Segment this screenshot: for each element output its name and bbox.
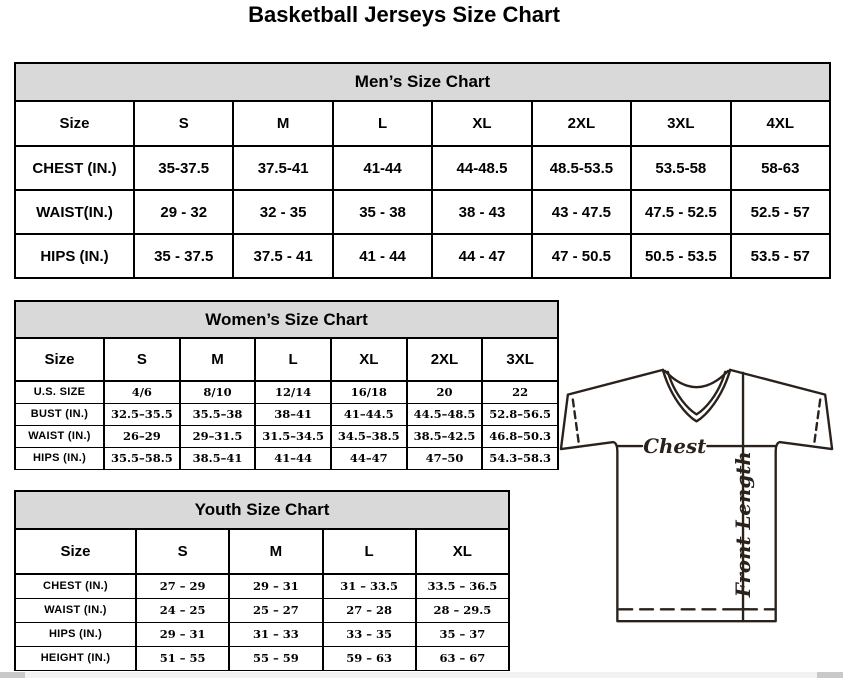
left-cuff-dashes (573, 400, 579, 444)
men-table-row (15, 190, 830, 234)
youth-chart-header: Youth Size Chart (15, 491, 509, 529)
women-value-cell: 44–47 (331, 447, 407, 469)
youth-value-cell: 27 – 29 (136, 574, 229, 598)
youth-column-header: L (323, 529, 416, 574)
youth-value-cell: 31 – 33 (229, 622, 322, 646)
women-column-header: M (180, 338, 256, 381)
youth-value-cell: 63 – 67 (416, 646, 509, 670)
men-value-cell: 43 - 47.5 (532, 190, 631, 234)
men-size-chart (14, 62, 831, 279)
chest-label: Chest (643, 433, 707, 458)
men-value-cell: 32 - 35 (233, 190, 332, 234)
men-value-cell: 53.5 - 57 (731, 234, 830, 278)
men-column-header: S (134, 101, 233, 146)
jersey-collar-band (665, 371, 728, 387)
women-chart-header: Women’s Size Chart (15, 301, 558, 338)
women-value-cell: 4/6 (104, 381, 180, 403)
men-value-cell: 44 - 47 (432, 234, 531, 278)
women-table-row (15, 447, 558, 469)
youth-column-header: M (229, 529, 322, 574)
page-title: Basketball Jerseys Size Chart (248, 2, 560, 27)
women-value-cell: 54.3–58.3 (482, 447, 558, 469)
youth-value-cell: 33 – 35 (323, 622, 416, 646)
men-column-header: 3XL (631, 101, 730, 146)
youth-table-row (15, 622, 509, 646)
youth-value-cell: 24 – 25 (136, 598, 229, 622)
right-cuff-dashes (814, 400, 820, 444)
youth-size-chart (14, 490, 510, 671)
youth-value-cell: 29 – 31 (136, 622, 229, 646)
men-row-label: HIPS (IN.) (15, 234, 134, 278)
youth-value-cell: 27 – 28 (323, 598, 416, 622)
women-column-header: 2XL (407, 338, 483, 381)
women-value-cell: 12/14 (255, 381, 331, 403)
men-value-cell: 47.5 - 52.5 (631, 190, 730, 234)
men-chart-header: Men’s Size Chart (15, 63, 830, 101)
scrollbar-right-thumb[interactable] (817, 672, 843, 678)
scrollbar-left-thumb[interactable] (0, 672, 25, 678)
men-value-cell: 35-37.5 (134, 146, 233, 190)
women-value-cell: 32.5–35.5 (104, 403, 180, 425)
women-value-cell: 35.5–38 (180, 403, 256, 425)
youth-value-cell: 35 – 37 (416, 622, 509, 646)
women-value-cell: 34.5–38.5 (331, 425, 407, 447)
women-value-cell: 20 (407, 381, 483, 403)
men-value-cell: 37.5-41 (233, 146, 332, 190)
women-column-header: XL (331, 338, 407, 381)
women-value-cell: 52.8–56.5 (482, 403, 558, 425)
men-value-cell: 53.5-58 (631, 146, 730, 190)
women-size-label: Size (15, 338, 104, 381)
men-column-header: L (333, 101, 432, 146)
men-column-header: 2XL (532, 101, 631, 146)
men-value-cell: 58-63 (731, 146, 830, 190)
women-value-cell: 35.5–58.5 (104, 447, 180, 469)
women-row-label: BUST (IN.) (15, 403, 104, 425)
women-value-cell: 31.5–34.5 (255, 425, 331, 447)
youth-value-cell: 55 – 59 (229, 646, 322, 670)
men-table-row (15, 234, 830, 278)
women-value-cell: 47–50 (407, 447, 483, 469)
jersey-collar-inner (668, 372, 725, 415)
women-value-cell: 38.5–41 (180, 447, 256, 469)
women-row-label: WAIST (IN.) (15, 425, 104, 447)
men-column-header: 4XL (731, 101, 830, 146)
men-value-cell: 35 - 38 (333, 190, 432, 234)
women-column-header: 3XL (482, 338, 558, 381)
front-length-label: Front Length (730, 451, 755, 598)
youth-value-cell: 29 – 31 (229, 574, 322, 598)
horizontal-scrollbar[interactable] (0, 672, 843, 678)
women-row-label: HIPS (IN.) (15, 447, 104, 469)
youth-value-cell: 28 – 29.5 (416, 598, 509, 622)
women-row-label: U.S. SIZE (15, 381, 104, 403)
youth-table-row (15, 598, 509, 622)
men-value-cell: 29 - 32 (134, 190, 233, 234)
youth-column-header: S (136, 529, 229, 574)
men-row-label: CHEST (IN.) (15, 146, 134, 190)
women-value-cell: 8/10 (180, 381, 256, 403)
youth-value-cell: 51 – 55 (136, 646, 229, 670)
men-value-cell: 37.5 - 41 (233, 234, 332, 278)
women-column-header: L (255, 338, 331, 381)
men-value-cell: 35 - 37.5 (134, 234, 233, 278)
men-value-cell: 38 - 43 (432, 190, 531, 234)
youth-size-label: Size (15, 529, 136, 574)
women-table-row (15, 381, 558, 403)
men-value-cell: 50.5 - 53.5 (631, 234, 730, 278)
men-row-label: WAIST(IN.) (15, 190, 134, 234)
youth-value-cell: 31 – 33.5 (323, 574, 416, 598)
youth-row-label: HIPS (IN.) (15, 622, 136, 646)
women-value-cell: 38.5–42.5 (407, 425, 483, 447)
women-value-cell: 41–44 (255, 447, 331, 469)
men-table-row (15, 146, 830, 190)
youth-column-header: XL (416, 529, 509, 574)
men-size-label: Size (15, 101, 134, 146)
women-value-cell: 44.5–48.5 (407, 403, 483, 425)
men-value-cell: 44-48.5 (432, 146, 531, 190)
men-value-cell: 47 - 50.5 (532, 234, 631, 278)
men-value-cell: 48.5-53.5 (532, 146, 631, 190)
women-table-row (15, 425, 558, 447)
women-value-cell: 41–44.5 (331, 403, 407, 425)
women-table-row (15, 403, 558, 425)
jersey-diagram (556, 356, 841, 643)
youth-value-cell: 59 – 63 (323, 646, 416, 670)
women-value-cell: 16/18 (331, 381, 407, 403)
youth-row-label: CHEST (IN.) (15, 574, 136, 598)
women-value-cell: 46.8–50.3 (482, 425, 558, 447)
men-value-cell: 41-44 (333, 146, 432, 190)
jersey-outline (561, 370, 832, 621)
women-size-chart (14, 300, 559, 470)
men-column-header: M (233, 101, 332, 146)
women-value-cell: 38–41 (255, 403, 331, 425)
youth-row-label: WAIST (IN.) (15, 598, 136, 622)
men-column-header: XL (432, 101, 531, 146)
women-column-header: S (104, 338, 180, 381)
women-value-cell: 29–31.5 (180, 425, 256, 447)
men-value-cell: 41 - 44 (333, 234, 432, 278)
men-value-cell: 52.5 - 57 (731, 190, 830, 234)
youth-value-cell: 33.5 – 36.5 (416, 574, 509, 598)
women-value-cell: 26–29 (104, 425, 180, 447)
youth-row-label: HEIGHT (IN.) (15, 646, 136, 670)
women-value-cell: 22 (482, 381, 558, 403)
youth-table-row (15, 574, 509, 598)
youth-table-row (15, 646, 509, 670)
youth-value-cell: 25 – 27 (229, 598, 322, 622)
